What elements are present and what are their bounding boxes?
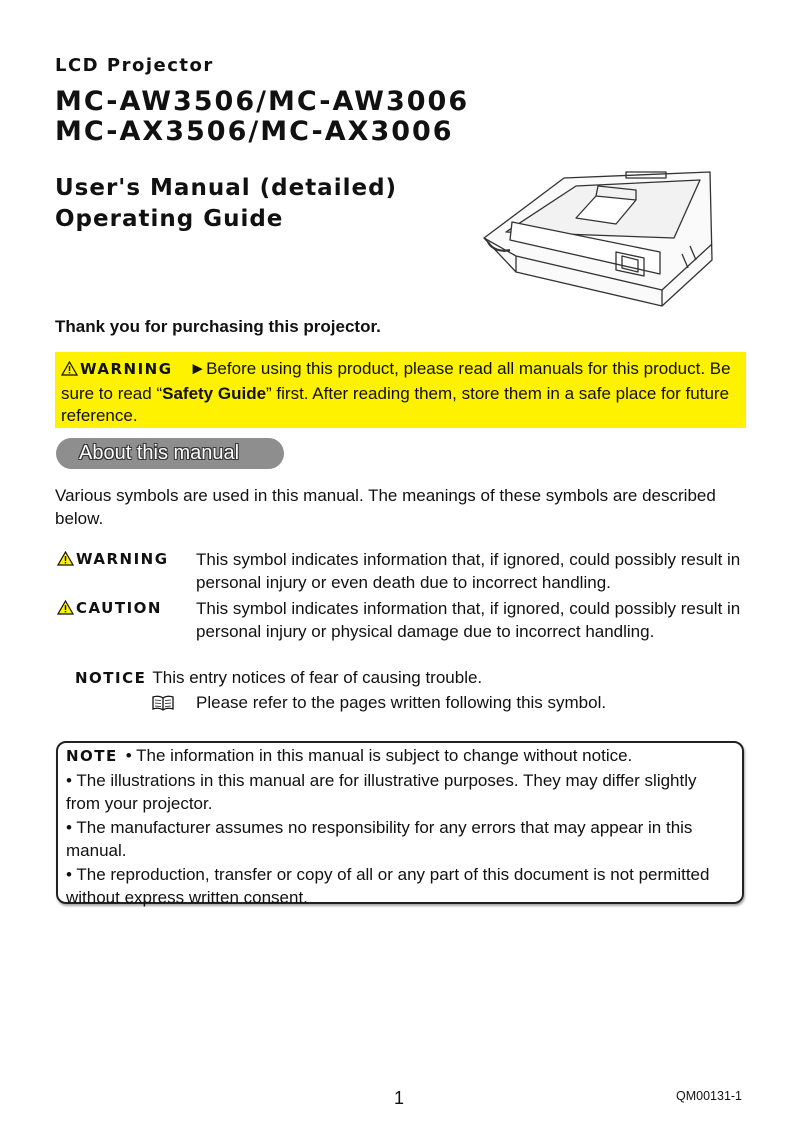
notice-symbol-description: This entry notices of fear of causing trouble.	[152, 668, 483, 687]
warning-triangle-icon	[57, 551, 74, 571]
caution-triangle-icon	[57, 600, 74, 620]
warning-text-before: Before using this product, please read all manuals for this product. Be sure to read “	[61, 359, 731, 403]
warning-text-after: ” first. After reading them, store them in a safe place for future reference.	[61, 383, 730, 425]
projector-illustration	[476, 160, 716, 310]
warning-symbol-description: This symbol indicates information that, if ignored, could possibly result in personal injury or even death due to incorrect handling.	[196, 550, 741, 592]
warning-triangle-icon	[61, 360, 78, 383]
warning-symbol	[57, 550, 169, 571]
manual-title-line-1: User's Manual (detailed)	[55, 175, 398, 201]
product-type: LCD Projector	[55, 55, 214, 76]
notice-symbol	[75, 668, 482, 688]
note-item-3: • The manufacturer assumes no responsibility for any errors that may appear in this manual.	[66, 817, 693, 860]
page-number: 1	[394, 1088, 405, 1108]
caution-symbol-description: This symbol indicates information that, if ignored, could possibly result in personal injury or physical damage due to incorrect handling.	[196, 599, 741, 641]
note-item-4: • The reproduction, transfer or copy of all or any part of this document is not permitted without express written consent.	[66, 864, 710, 907]
about-this-manual-heading	[56, 438, 284, 469]
reference-symbol-description: Please refer to the pages written following this symbol.	[196, 693, 607, 712]
warning-symbol-label: WARNING	[76, 550, 169, 568]
note-box	[56, 741, 744, 907]
arrow-icon: ►	[189, 359, 207, 378]
caution-symbol-label: CAUTION	[76, 599, 162, 617]
about-heading-label: About this manual	[79, 442, 240, 464]
model-names-line-1: MC-AW3506/MC-AW3006	[55, 86, 470, 117]
warning-banner	[55, 352, 746, 428]
note-item-2: • The illustrations in this manual are for illustrative purposes. They may differ slightly from your projector.	[66, 770, 697, 813]
model-names-line-2: MC-AX3506/MC-AX3006	[55, 116, 454, 147]
caution-symbol	[57, 599, 162, 620]
document-code: QM00131-1	[676, 1089, 743, 1103]
thank-you-text: Thank you for purchasing this projector.	[55, 317, 381, 336]
symbols-intro-text: Various symbols are used in this manual. The meanings of these symbols are described below.	[55, 486, 716, 528]
safety-guide-reference: Safety Guide	[162, 383, 267, 403]
note-label: NOTE	[66, 747, 118, 765]
manual-title-line-2: Operating Guide	[55, 206, 284, 232]
book-icon	[152, 695, 174, 716]
warning-label: WARNING	[80, 360, 173, 378]
notice-symbol-label: NOTICE	[75, 669, 147, 687]
note-item-1: • The information in this manual is subject to change without notice.	[125, 746, 633, 765]
